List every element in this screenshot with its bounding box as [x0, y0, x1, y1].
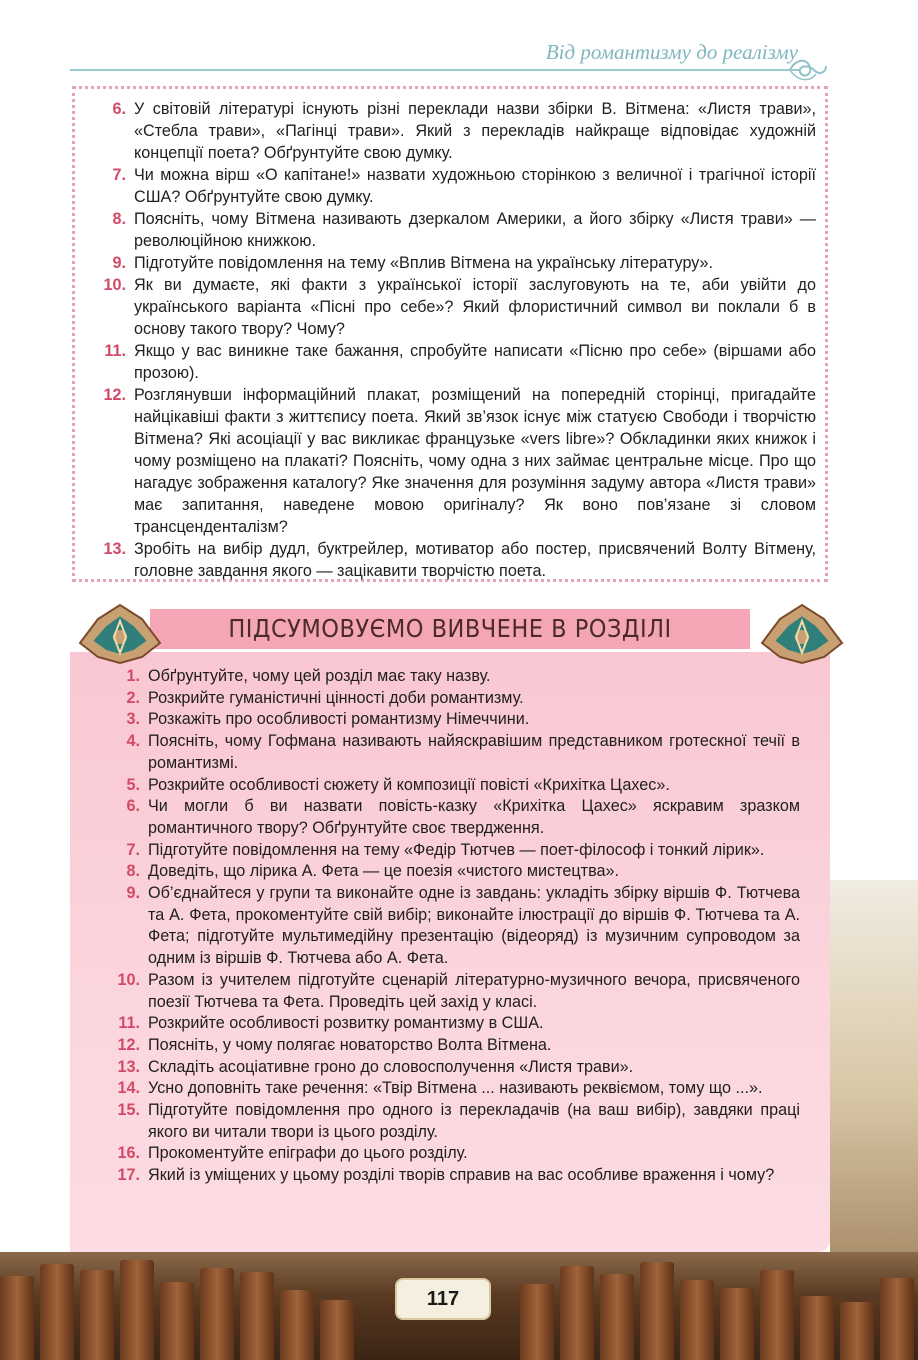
question-text: У світовій літературі існують різні переклади назви збірки В. Вітмена: «Листя трави», «Стебла трави», «Пагінці трави». Який з перекладів найкраще відповідає художній концепції поета? Обґрунтуйте свою думку.: [134, 100, 816, 162]
summary-item: [100, 970, 800, 1013]
question-number: 8.: [112, 210, 126, 228]
summary-item: [100, 1057, 800, 1079]
summary-item: [100, 688, 800, 710]
summary-item: [100, 709, 800, 731]
book-spine: [40, 1264, 74, 1360]
summary-item-number: 10.: [117, 970, 140, 989]
book-spine: [520, 1284, 554, 1360]
summary-item: [100, 1013, 800, 1035]
summary-item-number: 4.: [126, 732, 140, 751]
question-number: 6.: [112, 100, 126, 118]
summary-item: [100, 1143, 800, 1165]
question-text: Зробіть на вибір дудл, буктрейлер, мотиватор або постер, присвячений Волту Вітмену, головне завдання якого — зацікавити творчістю поета.: [134, 540, 816, 580]
summary-item-text: Поясніть, у чому полягає новаторство Волта Вітмена.: [148, 1035, 552, 1054]
book-spine: [880, 1278, 914, 1360]
summary-item-text: Прокоментуйте епіграфи до цього розділу.: [148, 1144, 468, 1163]
book-spine: [120, 1260, 154, 1360]
summary-item: [100, 1165, 800, 1187]
question-item: [86, 208, 816, 252]
summary-item-number: 2.: [126, 688, 140, 707]
summary-item: [100, 775, 800, 797]
book-spine: [80, 1270, 114, 1360]
summary-item-number: 16.: [117, 1144, 140, 1163]
summary-item-number: 1.: [126, 667, 140, 685]
summary-item: [100, 796, 800, 839]
question-text: Чи можна вірш «О капітане!» назвати художньою сторінкою з величної і трагічної історії США? Обґрунтуйте свою думку.: [134, 166, 816, 206]
book-spine: [200, 1268, 234, 1360]
summary-item-number: 9.: [126, 884, 140, 903]
summary-item-text: Об’єднайтеся у групи та виконайте одне із завдань: укладіть збірку віршів Ф. Тютчева та А. Фета, прокоментуйте свій вибір; виконайте ілюстрації до віршів Ф. Тютчева та А. Фета; підготуйте мультимедійну презентацію (відеоряд) із музичним супроводом за одним із віршів Ф. Тютчева або А. Фета.: [148, 884, 800, 968]
question-number: 9.: [112, 254, 126, 272]
page-number: 117: [426, 1288, 460, 1310]
summary-item-number: 13.: [117, 1057, 140, 1076]
summary-title: ПІДСУМОВУЄМО ВИВЧЕНЕ В РОЗДІЛІ: [228, 614, 672, 643]
summary-item-number: 5.: [126, 775, 140, 794]
summary-item-text: Чи могли б ви назвати повість-казку «Крихітка Цахес» яскравим зразком романтичного твору? Обґрунтуйте своє твердження.: [148, 797, 800, 837]
summary-item-text: Який із уміщених у цьому розділі творів справив на вас особливе враження і чому?: [148, 1166, 775, 1185]
book-spine: [720, 1288, 754, 1360]
header-divider: [70, 69, 800, 71]
summary-item-number: 6.: [126, 797, 140, 816]
question-text: Як ви думаєте, які факти з української історії заслуговують на те, аби увійти до українського варіанта «Пісні про себе»? Який флористичний символ ви поклали б в основу такого твору? Чому?: [134, 276, 816, 338]
book-spine: [160, 1282, 194, 1360]
summary-item-number: 14.: [117, 1079, 140, 1098]
summary-item-text: Підготуйте повідомлення про одного із перекладачів (на ваш вибір), завдяки праці якого ви читали твори із цього розділу.: [148, 1101, 800, 1141]
summary-item-text: Поясніть, чому Гофмана називають найяскравішим представником гротескної течії в романтизмі.: [148, 732, 800, 772]
summary-item-text: Розкрийте особливості розвитку романтизму в США.: [148, 1014, 544, 1033]
book-spine: [640, 1262, 674, 1360]
header-title: Від романтизму до реалізму: [545, 40, 798, 64]
question-number: 13.: [103, 540, 126, 558]
summary-item: [100, 1100, 800, 1143]
summary-item-text: Усно доповніть таке речення: «Твір Вітмена ... називають реквіємом, тому що ...».: [148, 1079, 763, 1098]
question-number: 12.: [103, 386, 126, 404]
summary-item: [100, 840, 800, 862]
summary-item-text: Розкажіть про особливості романтизму Німеччини.: [148, 710, 530, 729]
summary-item-text: Розкрийте особливості сюжету й композиції повісті «Крихітка Цахес».: [148, 775, 670, 794]
summary-banner: [70, 597, 850, 659]
summary-item: [100, 666, 800, 688]
book-spine: [680, 1280, 714, 1360]
summary-item-number: 8.: [126, 862, 140, 881]
summary-item: [100, 861, 800, 883]
question-item: [86, 274, 816, 340]
question-text: Поясніть, чому Вітмена називають дзеркалом Америки, а його збірку «Листя трави» — революційною книжкою.: [134, 210, 816, 250]
questions-list: [86, 98, 816, 582]
summary-item-number: 11.: [118, 1014, 140, 1033]
summary-item: [100, 1078, 800, 1100]
question-text: Розглянувши інформаційний плакат, розміщений на попередній сторінці, пригадайте найцікавіші факти з життєпису поета. Який зв’язок існує між статуєю Свободи і творчістю Вітмена? Які асоціації у вас викликає французьке «vers libre»? Обкладинки яких книжок і чому розміщено на плакаті? Поясніть, чому одна з них займає центральне місце. Про що нагадує зображення каталогу? Яке значення для розуміння задуму автора «Листя трави» має запитання, наведене мовою оригіналу? Як воно пов’язане зі словом трансценденталізм?: [134, 386, 816, 536]
book-spine: [840, 1302, 874, 1360]
book-spine: [0, 1276, 34, 1360]
summary-item-number: 12.: [117, 1035, 140, 1054]
question-item: [86, 384, 816, 538]
summary-item-text: Доведіть, що лірика А. Фета — це поезія «чистого мистецтва».: [148, 862, 619, 881]
question-item: [86, 538, 816, 582]
book-spine: [560, 1266, 594, 1360]
summary-item-text: Разом із учителем підготуйте сценарій літературно-музичного вечора, присвяченого поезії Тютчева та Фета. Проведіть цей захід у класі.: [148, 970, 800, 1011]
question-text: Якщо у вас виникне таке бажання, спробуйте написати «Пісню про себе» (віршами або прозою).: [134, 342, 816, 382]
ornament-left-icon: [70, 597, 170, 667]
summary-item: [100, 883, 800, 970]
book-spine: [240, 1272, 274, 1360]
summary-item: [100, 731, 800, 774]
question-item: [86, 252, 816, 274]
book-spine: [320, 1300, 354, 1360]
summary-item-number: 7.: [126, 840, 140, 859]
summary-item: [100, 1035, 800, 1057]
page-header: [0, 0, 918, 80]
book-spine: [280, 1290, 314, 1360]
book-spine: [800, 1296, 834, 1360]
question-item: [86, 164, 816, 208]
summary-list: [100, 666, 800, 1187]
book-spine: [600, 1274, 634, 1360]
question-number: 10.: [103, 276, 126, 294]
flourish-ornament-icon: [786, 52, 830, 88]
summary-item-text: Розкрийте гуманістичні цінності доби романтизму.: [148, 688, 524, 707]
summary-item-number: 15.: [117, 1101, 140, 1120]
summary-item-number: 17.: [117, 1166, 140, 1185]
ornament-right-icon: [752, 597, 852, 667]
summary-item-text: Підготуйте повідомлення на тему «Федір Тютчев — поет-філософ і тонкий лірик».: [148, 840, 765, 859]
summary-item-text: Обґрунтуйте, чому цей розділ має таку назву.: [148, 667, 491, 685]
question-text: Підготуйте повідомлення на тему «Вплив Вітмена на українську літературу».: [134, 254, 714, 272]
book-spine: [760, 1270, 794, 1360]
question-number: 11.: [104, 342, 126, 360]
question-item: [86, 98, 816, 164]
question-number: 7.: [112, 166, 126, 184]
summary-item-number: 3.: [126, 710, 140, 729]
summary-item-text: Складіть асоціативне гроно до словосполучення «Листя трави».: [148, 1057, 634, 1076]
question-item: [86, 340, 816, 384]
